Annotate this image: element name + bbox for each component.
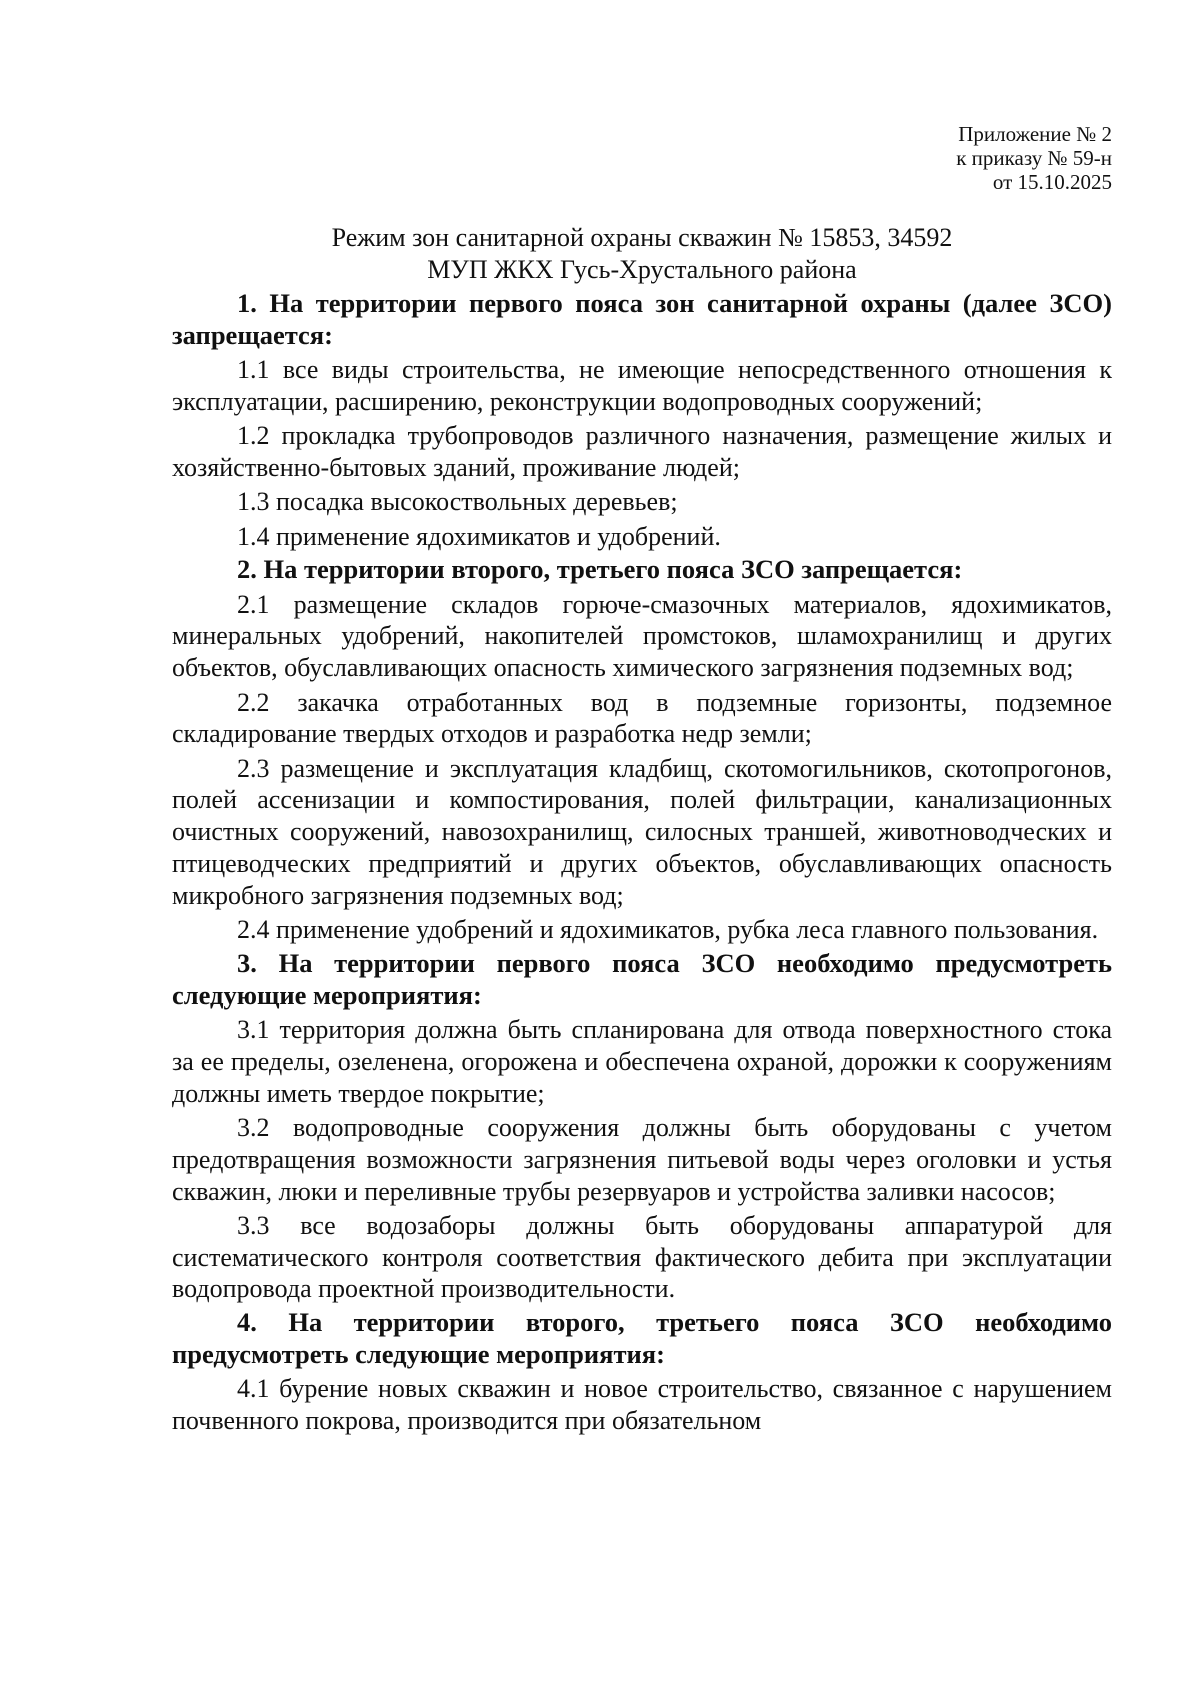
item-1-2: 1.2 прокладка трубопроводов различного назначения, размещение жилых и хозяйственно-бытовых зданий, проживание людей;	[172, 421, 1112, 482]
item-1-3: 1.3 посадка высокоствольных деревьев;	[237, 487, 678, 517]
item-2-1: 2.1 размещение складов горюче-смазочных материалов, ядохимикатов, минеральных удобрений, накопителей промстоков, шламохранилищ и других объектов, обуславливающих опасность химического загрязнения подземных вод;	[172, 589, 1112, 683]
item-2-3: 2.3 размещение и эксплуатация кладбищ, скотомогильников, скотопрогонов, полей ассенизации и компостирования, полей фильтрации, канализационных очистных сооружений, навозохранилищ, силосных траншей, животноводческих и птицеводческих предприятий и других объектов, обуславливающих опасность микробного загрязнения подземных вод;	[172, 753, 1112, 910]
document-title	[172, 222, 1112, 286]
item-1-4: 1.4 применение ядохимикатов и удобрений.	[237, 521, 721, 551]
item-2-2: 2.2 закачка отработанных вод в подземные горизонты, подземное складирование твердых отходов и разработка недр земли;	[172, 687, 1112, 749]
section-3-heading: 3. На территории первого пояса ЗСО необходимо предусмотреть следующие мероприятия:	[172, 947, 1112, 1010]
item-3-2: 3.2 водопроводные сооружения должны быть оборудованы с учетом предотвращения возможности загрязнения питьевой воды через оголовки и устья скважин, люки и переливные трубы резервуаров и устройства заливки насосов;	[172, 1112, 1112, 1206]
title-line-2: МУП ЖКХ Гусь-Хрустального района	[427, 255, 857, 284]
item-3-3: 3.3 все водозаборы должны быть оборудованы аппаратурой для систематического контроля соответствия фактического дебита при эксплуатации водопровода проектной производительности.	[172, 1210, 1112, 1304]
section-4-heading: 4. На территории второго, третьего пояса ЗСО необходимо предусмотреть следующие мероприятия:	[172, 1307, 1112, 1369]
annex-number: Приложение № 2	[958, 122, 1112, 146]
item-3-1: 3.1 территория должна быть спланирована для отвода поверхностного стока за ее пределы, озеленена, огорожена и обеспечена охраной, дорожки к сооружениям должны иметь твердое покрытие;	[172, 1015, 1112, 1108]
section-2-heading: 2. На территории второго, третьего пояса ЗСО запрещается:	[237, 554, 963, 585]
document-body	[172, 288, 1112, 1437]
item-1-1: 1.1 все виды строительства, не имеющие непосредственного отношения к эксплуатации, расширению, реконструкции водопроводных сооружений;	[172, 355, 1112, 416]
section-1-heading: 1. На территории первого пояса зон санитарной охраны (далее ЗСО) запрещается:	[172, 288, 1112, 350]
item-2-4: 2.4 применение удобрений и ядохимикатов, рубка леса главного пользования.	[237, 915, 1099, 945]
item-4-1: 4.1 бурение новых скважин и новое строительство, связанное с нарушением почвенного покрова, производится при обязательном	[172, 1374, 1112, 1436]
title-line-1: Режим зон санитарной охраны скважин № 15853, 34592	[331, 223, 953, 252]
order-date: от 15.10.2025	[992, 170, 1112, 194]
annex-reference	[172, 122, 1112, 194]
order-number: к приказу № 59-н	[956, 146, 1112, 170]
